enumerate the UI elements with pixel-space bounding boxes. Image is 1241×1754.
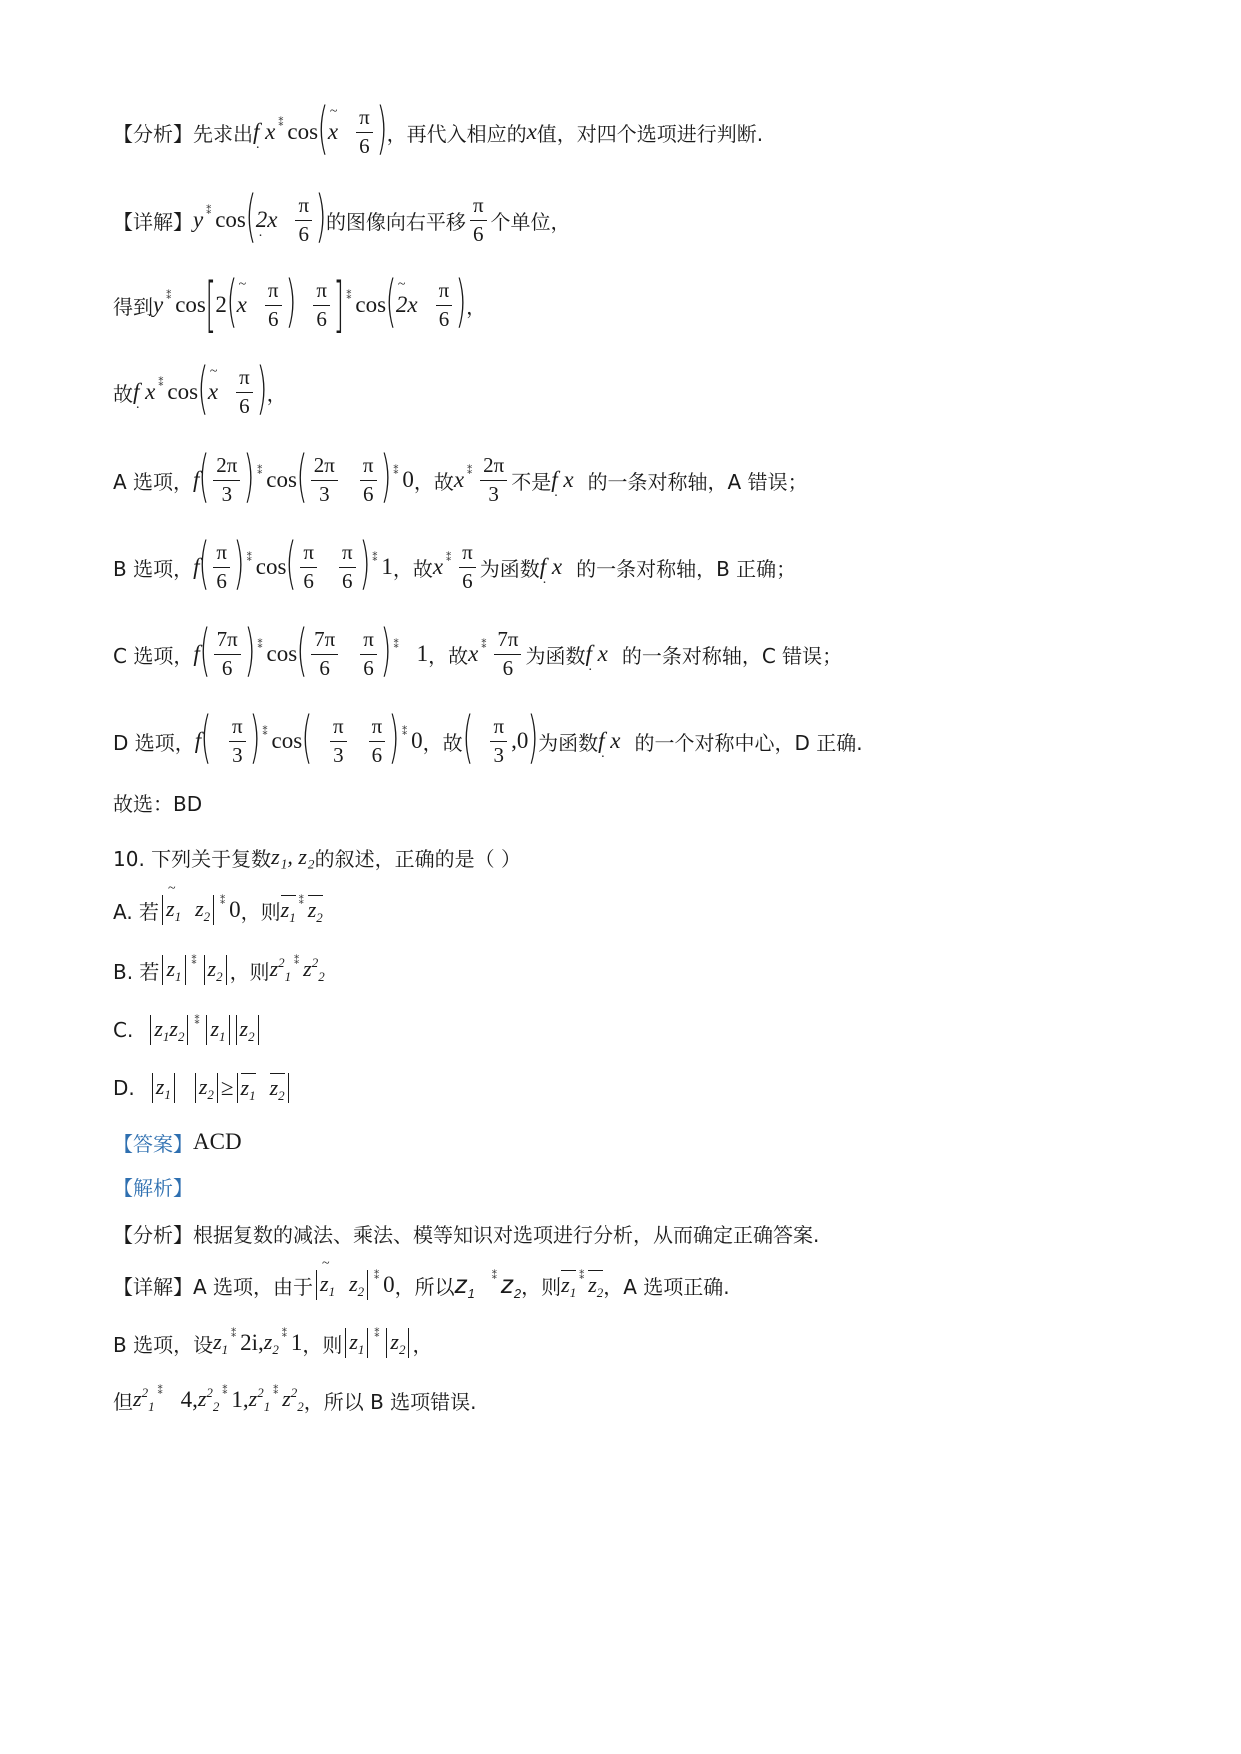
numerator: π [493, 714, 505, 739]
detail-2-mid: ，所以 [394, 1274, 455, 1299]
equals-glyph: ⁑ [220, 895, 227, 907]
fraction-pi-6 [265, 279, 282, 330]
z1-conjugate: $z_1$ [280, 896, 296, 925]
q10-c-lead: C. [113, 1018, 134, 1042]
z2: $z_2$ [195, 895, 211, 924]
abs-bar [195, 1073, 196, 1103]
analysis-line-2 [113, 1213, 819, 1253]
var-y: y [153, 292, 164, 317]
func-f: f [193, 467, 200, 492]
var-y: y [193, 207, 204, 232]
fx-expression: f x . [253, 119, 275, 145]
answer-label: 【答案】 [113, 1131, 193, 1156]
equals-glyph: ⁑ [194, 1015, 201, 1027]
equals-glyph: ⁑ [446, 552, 453, 564]
detail-line-2 [113, 1265, 730, 1305]
equals-glyph: ⁑ [166, 290, 173, 302]
right-paren-icon: ) [380, 618, 392, 683]
fx-expression: f x . [585, 641, 607, 667]
jiexi-label: 【解析】 [113, 1175, 193, 1200]
z2: $z_2$ [207, 955, 223, 984]
numerator: π [438, 278, 450, 303]
analysis-tail2: 值，对四个选项进行判断. [536, 121, 764, 146]
z2: $z_2$ [239, 1015, 255, 1044]
abs-bar [217, 1073, 218, 1103]
numerator: π [462, 540, 473, 565]
denominator: 6 [216, 568, 227, 593]
option-b-lead: B 选项， [113, 556, 194, 581]
fraction-pi-6-b [300, 541, 317, 592]
denominator: 6 [359, 133, 370, 158]
numerator: 7π [314, 627, 336, 652]
abs-bar [408, 1328, 409, 1358]
fraction-pi-6-c [339, 541, 356, 592]
denominator: 6 [371, 742, 383, 767]
z2: $z_2$ [198, 1073, 214, 1102]
option-c-mid2: 为函数 [525, 643, 586, 668]
z1: $z_1$ [213, 1328, 229, 1357]
option-d-tail: 的一个对称中心，D 正确. [634, 730, 863, 755]
right-paren-icon: ) [376, 96, 388, 161]
answer-value: ACD [193, 1129, 242, 1154]
z2-squared: $z^2_2$ [303, 955, 325, 984]
denominator: 6 [221, 655, 233, 680]
equals-glyph: ⁑ [191, 955, 198, 967]
cos-label: cos [355, 292, 387, 317]
option-b-line [113, 527, 796, 607]
fx-expression: f x . [598, 728, 620, 754]
option-c-line [113, 614, 842, 694]
right-bracket-icon: ] [333, 270, 344, 340]
not-equal-glyph: ⁑ [273, 1385, 280, 1397]
z1-big: $z_1$ [454, 1269, 475, 1301]
numerator: π [472, 193, 484, 218]
right-paren-icon: ) [527, 705, 539, 770]
numerator: 7π [497, 627, 519, 652]
right-paren-icon: ) [244, 618, 256, 683]
fraction-pi-6 [213, 541, 230, 592]
detail-mid: 的图像向右平移 [325, 209, 466, 234]
left-paren-icon: ( [198, 531, 210, 596]
option-a-tail: 的一条对称轴，A 错误； [587, 469, 808, 494]
value-zero: 0 [411, 728, 423, 753]
fraction-pi-6 [295, 194, 312, 245]
detail-line-1 [113, 180, 571, 260]
abs-bar [229, 1015, 230, 1045]
q10-a-mid: ，则 [240, 899, 281, 924]
abs-bar [237, 1073, 238, 1103]
numerator: π [362, 453, 374, 478]
denominator: 6 [267, 306, 279, 331]
var-x: x [453, 467, 465, 492]
analysis-tail: ，再代入相应的 [386, 121, 527, 146]
cos-label: cos [266, 467, 297, 492]
equals-glyph: ⁑ [206, 205, 213, 217]
v2-value: 1, [231, 1387, 249, 1412]
option-d-mid2: 为函数 [538, 730, 599, 755]
fraction-pi-6 [360, 628, 377, 679]
z1: ~ $z_1$ [166, 896, 181, 925]
right-paren-icon: ) [249, 705, 261, 770]
equals-glyph: ⁑ [374, 1270, 381, 1282]
abs-bar [236, 1015, 237, 1045]
option-a-mid2: 不是 [511, 469, 552, 494]
left-paren-icon: ( [226, 269, 238, 334]
var-x: ~ x [237, 292, 247, 318]
z2-conjugate: $z_2$ [588, 1271, 604, 1300]
z1: ~ $z_1$ [320, 1271, 335, 1300]
get-line [113, 265, 486, 345]
equals-glyph: ⁑ [262, 726, 269, 738]
abs-bar [162, 955, 163, 985]
z2-conjugate: $z_2$ [307, 896, 323, 925]
fx-expression: f x . [551, 467, 573, 493]
denominator: 6 [341, 568, 353, 593]
z1-squared: $z^2_1$ [269, 955, 292, 984]
denominator: 3 [493, 742, 504, 767]
var-x: ~ x [328, 119, 338, 145]
equals-glyph: ⁑ [467, 465, 474, 477]
numerator: π [359, 105, 370, 130]
func-f: f [194, 728, 202, 753]
denominator: 3 [319, 481, 330, 506]
option-b2-tail: ， [412, 1332, 433, 1357]
fraction-pi-6-b [313, 279, 330, 330]
question-10-stem [113, 837, 521, 877]
denominator: 3 [488, 481, 499, 506]
left-paren-icon: ( [198, 444, 210, 509]
cos-label: cos [271, 728, 303, 753]
option-d-lead: D 选项， [113, 730, 195, 755]
analysis-lead: 【分析】先求出 [113, 121, 253, 146]
cos-label: cos [287, 119, 319, 144]
numerator: π [303, 540, 314, 565]
point-tail: ,0 [511, 728, 529, 753]
var-x: x [468, 641, 479, 666]
q10-option-d [113, 1068, 292, 1108]
option-c-mid: ，故 [428, 643, 469, 668]
analysis-line-1 [113, 92, 763, 172]
option-d-line [113, 701, 863, 781]
fraction-pi-6-c [436, 279, 453, 330]
q10-d-lead: D. [113, 1076, 135, 1100]
z1-z2: z₁, z₂ [271, 844, 315, 869]
q10-option-a [113, 890, 323, 930]
right-paren-icon: ) [388, 705, 400, 770]
fraction-pi-3 [229, 715, 246, 766]
z1-squared: $z^2_1$ [133, 1385, 155, 1414]
z2: $z_2$ [390, 1328, 406, 1357]
z1-value: 2i, [240, 1330, 264, 1355]
option-b-tail: 的一条对称轴，B 正确； [576, 556, 797, 581]
abs-bar [187, 1015, 188, 1045]
equals-glyph: ⁑ [246, 552, 253, 564]
right-paren-icon: ) [233, 531, 245, 596]
var-x: ~ x [208, 379, 218, 405]
right-paren-icon: ) [284, 269, 296, 334]
value-zero: 0 [229, 897, 241, 922]
option-b2-lead: B 选项，设 [113, 1332, 214, 1357]
cos-label: cos [255, 554, 287, 579]
abs-bar [174, 1073, 175, 1103]
z2-value: 1 [290, 1330, 303, 1355]
equals-glyph: ⁑ [372, 552, 379, 564]
denominator: 6 [316, 306, 327, 331]
abs-bar [152, 1073, 153, 1103]
fraction-7pi-6-b [311, 628, 338, 679]
z2-squared: $z^2_2$ [197, 1385, 220, 1414]
right-paren-icon: ) [359, 531, 370, 596]
term-2x: 2x . [256, 207, 278, 233]
abs-bar [185, 955, 186, 985]
z2-squared-b: $z^2_2$ [282, 1385, 304, 1414]
abs-bar [316, 1270, 317, 1300]
denominator: 3 [221, 481, 233, 506]
option-b-mid2: 为函数 [479, 556, 540, 581]
z1: $z_1$ [349, 1328, 365, 1357]
fraction-pi-6-d [459, 541, 476, 592]
detail-tail: 个单位， [490, 209, 571, 234]
equals-glyph: ⁑ [346, 290, 353, 302]
abs-bar [204, 955, 205, 985]
abs-bar [386, 1328, 387, 1358]
numerator: π [232, 714, 243, 739]
fraction-7pi-6-c [494, 628, 521, 679]
q10-stem-lead: 10. 下列关于复数 [113, 846, 272, 871]
equals-glyph: ⁑ [281, 1328, 288, 1340]
z2-conjugate: $z_2$ [269, 1074, 285, 1103]
numerator: 7π [216, 627, 238, 652]
denominator: 6 [438, 306, 450, 331]
fraction-2pi-3-b [311, 454, 338, 505]
denominator: 3 [333, 742, 344, 767]
get-lead: 得到 [113, 294, 153, 319]
func-f: f [193, 554, 200, 579]
right-paren-icon: ) [379, 444, 391, 509]
option-d-mid: ，故 [422, 730, 463, 755]
option-b-mid: ，故 [392, 556, 433, 581]
abs-bar [288, 1073, 289, 1103]
abs-bar [258, 1015, 259, 1045]
q10-a-lead: A. 若 [113, 899, 160, 924]
choice-text: 故选：BD [113, 791, 203, 816]
equals-glyph: ⁑ [157, 1385, 164, 1397]
detail-2-mid2: ，则 [521, 1274, 562, 1299]
left-paren-icon: ( [385, 269, 397, 334]
z1z2-product: $z_1z_2$ [154, 1015, 185, 1044]
q10-b-lead: B. 若 [113, 959, 160, 984]
equals-glyph: ⁑ [481, 639, 488, 651]
value-one: 1 [416, 641, 429, 666]
option-b3-lead: 但 [113, 1389, 133, 1414]
equals-glyph: ⁑ [402, 726, 409, 738]
option-b2-line [113, 1323, 432, 1363]
right-paren-icon: ) [243, 444, 255, 509]
denominator: 6 [472, 221, 484, 246]
q10-option-b [113, 950, 325, 990]
option-c-lead: C 选项， [113, 643, 194, 668]
fx-expression: f x . [540, 554, 562, 580]
equals-glyph: ⁑ [278, 117, 285, 129]
equals-glyph: ⁑ [491, 1270, 498, 1282]
equals-glyph: ⁑ [374, 1328, 381, 1340]
z2: $z_2$ [263, 1328, 279, 1357]
numerator: π [341, 540, 353, 565]
numerator: π [333, 714, 344, 739]
q10-b-mid: ，则 [229, 959, 270, 984]
value-one: 1 [381, 554, 393, 579]
var-x: x [432, 554, 444, 579]
numerator: 2π [216, 453, 238, 478]
cos-label: cos [266, 641, 298, 666]
abs-bar [367, 1270, 368, 1300]
answer-line [113, 1122, 242, 1162]
z2-big: $z_2$ [500, 1269, 522, 1301]
left-paren-icon: ( [197, 356, 209, 421]
equals-glyph: ⁑ [294, 955, 301, 967]
fraction-pi-6 [356, 106, 373, 157]
value-zero: 0 [383, 1272, 395, 1297]
z1-conjugate: $z_1$ [240, 1074, 256, 1103]
right-paren-icon: ) [315, 184, 327, 249]
fx-expression: f x . [133, 379, 155, 405]
numerator: π [363, 627, 374, 652]
denominator: 3 [232, 742, 243, 767]
abs-bar [345, 1328, 346, 1358]
option-c-tail: 的一条对称轴，C 错误； [621, 643, 843, 668]
right-paren-icon: ) [455, 269, 467, 334]
equals-glyph: ⁑ [158, 377, 165, 389]
ge-symbol: ≥ [220, 1075, 234, 1100]
value-zero: 0 [402, 467, 414, 492]
coef-2: 2 [215, 292, 227, 317]
z1: $z_1$ [155, 1073, 171, 1102]
func-f: f [193, 641, 200, 666]
analysis-2-text: 【分析】根据复数的减法、乘法、模等知识对选项进行分析，从而确定正确答案. [113, 1222, 820, 1247]
fraction-2pi-3-c [480, 454, 507, 505]
equals-glyph: ⁑ [393, 639, 400, 651]
abs-bar [226, 955, 227, 985]
right-paren-icon: ) [256, 356, 268, 421]
numerator: π [216, 540, 227, 565]
fraction-pi-6 [360, 454, 377, 505]
var-x-inline: x [526, 119, 537, 144]
option-b3-line [113, 1380, 477, 1420]
denominator: 6 [502, 655, 514, 680]
numerator: π [239, 365, 250, 390]
term-2x: ~ 2x [396, 292, 418, 318]
fraction-pi-6 [236, 366, 253, 417]
cos-label: cos [215, 207, 246, 232]
jiexi-line [113, 1166, 193, 1206]
option-a-lead: A 选项， [113, 469, 194, 494]
left-paren-icon: ( [285, 531, 297, 596]
left-paren-icon: ( [462, 705, 473, 770]
choice-line [113, 782, 202, 822]
left-paren-icon: ( [245, 184, 257, 249]
equals-glyph: ⁑ [393, 465, 400, 477]
detail-lead: 【详解】 [113, 209, 193, 234]
q10-option-c [113, 1010, 262, 1050]
denominator: 6 [303, 568, 314, 593]
numerator: π [371, 714, 383, 739]
abs-bar [367, 1328, 368, 1358]
equals-glyph: ⁑ [222, 1385, 229, 1397]
denominator: 6 [298, 221, 310, 246]
equals-glyph: ⁑ [231, 1328, 238, 1340]
option-a-mid: ，故 [413, 469, 454, 494]
fraction-7pi-6 [214, 628, 241, 679]
left-paren-icon: ( [199, 618, 211, 683]
fraction-pi-6 [369, 715, 386, 766]
equals-glyph: ⁑ [298, 895, 305, 907]
detail-2-tail: ，A 选项正确. [603, 1274, 730, 1299]
therefore-line [113, 352, 287, 432]
denominator: 6 [462, 568, 473, 593]
numerator: π [316, 278, 327, 303]
denominator: 6 [239, 393, 250, 418]
z1: $z_1$ [210, 1015, 226, 1044]
abs-bar [162, 895, 163, 925]
numerator: π [298, 193, 310, 218]
option-b3-tail: ，所以 B 选项错误. [303, 1389, 477, 1414]
abs-bar [206, 1015, 207, 1045]
fraction-pi-3-c [490, 715, 507, 766]
left-paren-icon: ( [301, 705, 313, 770]
fraction-2pi-3 [213, 454, 240, 505]
cos-label: cos [167, 379, 199, 404]
q10-stem-tail: 的叙述，正确的是（ ） [314, 846, 521, 871]
option-a-line [113, 440, 808, 520]
therefore-tail: ， [266, 381, 287, 406]
denominator: 6 [319, 655, 330, 680]
numerator: 2π [483, 453, 505, 478]
z2: $z_2$ [349, 1270, 365, 1299]
detail-2-lead: 【详解】A 选项，由于 [113, 1274, 314, 1299]
left-paren-icon: ( [200, 705, 212, 770]
option-b2-mid: ，则 [302, 1332, 343, 1357]
z1-conjugate: $z_1$ [561, 1271, 577, 1300]
fraction-pi-3-b [330, 715, 347, 766]
z1: $z_1$ [166, 955, 182, 984]
fraction-pi-6-shift [470, 194, 487, 245]
numerator: π [267, 278, 279, 303]
equals-glyph: ⁑ [257, 465, 264, 477]
left-bracket-icon: [ [205, 270, 216, 340]
denominator: 6 [363, 655, 374, 680]
left-paren-icon: ( [296, 444, 308, 509]
numerator: 2π [313, 453, 335, 478]
z1-squared-b: $z^2_1$ [248, 1385, 271, 1414]
equals-glyph: ⁑ [579, 1270, 586, 1282]
get-tail: ， [466, 294, 487, 319]
abs-bar [213, 895, 214, 925]
left-paren-icon: ( [296, 618, 308, 683]
abs-bar [150, 1015, 151, 1045]
therefore-lead: 故 [113, 381, 133, 406]
equals-glyph: ⁑ [257, 639, 264, 651]
left-paren-icon: ( [317, 96, 329, 161]
cos-label: cos [175, 292, 206, 317]
denominator: 6 [362, 481, 374, 506]
v1-value: 4, [180, 1387, 198, 1412]
